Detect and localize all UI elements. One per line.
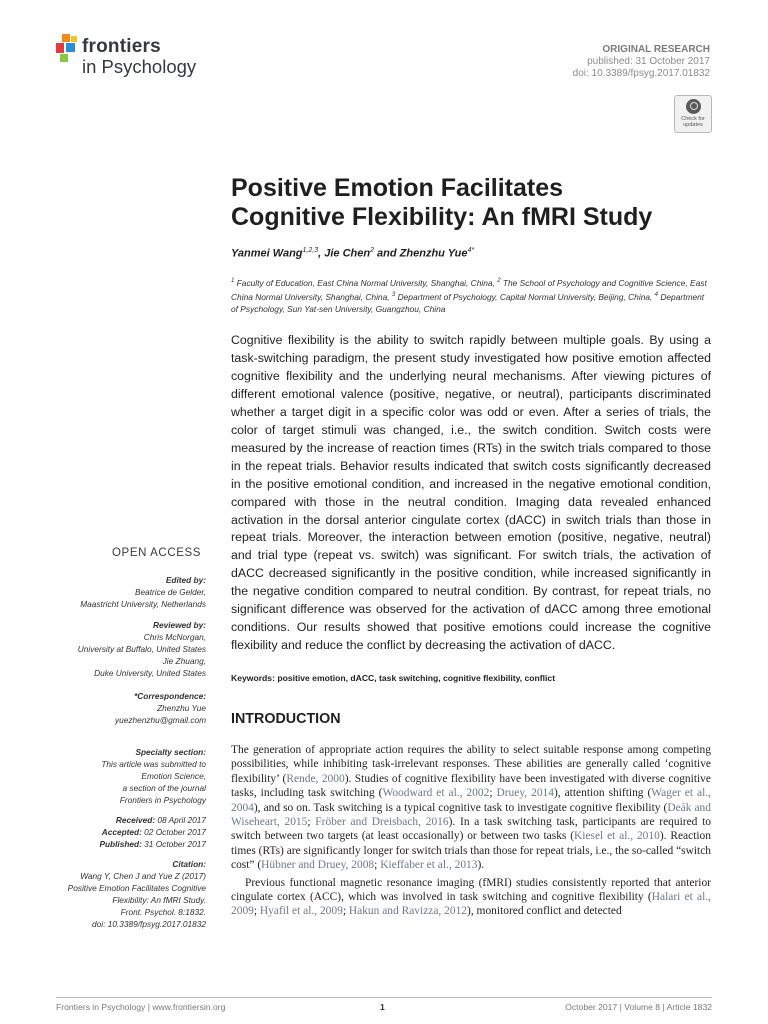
published-date: published: 31 October 2017 [587,56,710,67]
author-affiliation-marker: 4* [467,247,475,254]
author-name: Jie Chen [324,247,371,260]
edited-by-label: Edited by: [165,575,206,585]
citation-link[interactable]: Woodward et al., 2002 [382,787,490,800]
journal-name-line2: in Psychology [82,56,197,77]
affiliation-marker: 4 [654,291,659,298]
specialty-line: a section of the journal [122,782,206,793]
doi: doi: 10.3389/fpsyg.2017.01832 [572,68,710,79]
check-for-updates-badge[interactable] [674,95,712,133]
article-type: ORIGINAL RESEARCH [602,44,710,55]
affiliation-marker: 1 [231,278,235,284]
author-affiliation-marker: 2 [370,247,374,254]
affiliation-marker: 2 [497,278,501,284]
citation-link[interactable]: Rende, 2000 [286,772,345,785]
citation-link[interactable]: Kieffaber et al., 2013 [380,859,478,872]
citation-line: Wang Y, Chen J and Yue Z (2017) [80,870,206,881]
correspondence-email[interactable]: yuezhenzhu@gmail.com [115,714,206,725]
reviewed-by-section [52,620,206,680]
citation-link[interactable]: Druey, 2014 [496,787,554,800]
citation-link[interactable]: Halari et al., 2009 [231,891,712,918]
reviewer-name: Chris McNorgan, [143,631,206,642]
specialty-line: Frontiers in Psychology [119,794,206,805]
author-name: Yanmei Wang [231,247,303,260]
check-updates-label: Check for updates [681,116,705,128]
citation-link[interactable]: Deák and Wiseheart, 2015 [231,801,711,829]
affiliation-marker: 3 [391,291,396,298]
author-affiliation-marker: 1,2,3 [302,247,319,254]
affiliation-text: Department of Psychology, Sun Yat-sen University, Guangzhou, China [231,291,705,314]
specialty-section [52,747,206,807]
citation-label: Citation: [172,859,206,869]
article-title [231,174,711,232]
citation-link[interactable]: Kiesel et al., 2010 [574,830,660,843]
footer-divider [56,997,712,998]
author-list: Yanmei Wang$^{1,2,3}$, Jie Chen$^2$ and Zhenzhu Yue$^{4*}$ [231,247,475,260]
correspondence-label: *Correspondence: [134,691,206,701]
journal-logo [56,34,216,82]
footer-volume: October 2017 | Volume 8 | Article 1832 [565,1002,712,1012]
affiliations [231,275,711,315]
check-updates-icon [686,99,701,114]
citation-line: doi: 10.3389/fpsyg.2017.01832 [92,918,206,929]
affiliation-text: The School of Psychology and Cognitive Science, East China Normal University, Shanghai, China, [231,277,707,302]
edited-by-section [52,575,206,611]
footer-journal: Frontiers in Psychology | www.frontiersin.org [56,1002,226,1012]
correspondence-name: Zhenzhu Yue [157,702,206,713]
reviewer-name: Jie Zhuang, [162,655,206,666]
reviewed-by-label: Reviewed by: [152,620,206,630]
citation-line: Positive Emotion Facilitates Cognitive [67,882,206,893]
reviewer-affiliation: University at Buffalo, United States [77,643,206,654]
citation-link[interactable]: Wager et al., 2004 [231,787,711,814]
citation-line: Flexibility: An fMRI Study. [112,894,206,905]
affiliation-text: Faculty of Education, East China Normal University, Shanghai, China, [234,277,498,288]
citation-link[interactable]: Fröber and Dreisbach, 2016 [315,816,449,829]
published-date-side: Published: 31 October 2017 [99,838,206,849]
accepted-date: Accepted: 02 October 2017 [101,826,206,837]
specialty-line: This article was submitted to [101,758,206,769]
page-number: 1 [380,1002,385,1012]
introduction-paragraph-2: Previous functional magnetic resonance imaging (fMRI) studies consistently reported that anterior cingulate cortex (ACC), which was involved in task switching and cognitive flexibility (Halari et al., 2009; Hyafil et al., 2009; Hakun and Ravizza, 2012), monitored conflict and detected [231,876,712,918]
specialty-line: Emotion Science, [141,770,206,781]
citation-link[interactable]: Hakun and Ravizza, 2012 [348,905,468,918]
introduction-heading: INTRODUCTION [231,711,341,727]
correspondence-section [52,691,206,727]
title-line-1: Positive Emotion Facilitates [231,174,564,202]
citation-link[interactable]: Hübner and Druey, 2008 [261,859,375,872]
author-name: Zhenzhu Yue [399,247,468,260]
dates-section [52,815,206,851]
title-line-2: Cognitive Flexibility: An fMRI Study [231,203,653,231]
citation-line: Front. Psychol. 8:1832. [120,906,206,917]
frontiers-logo-icon [56,34,80,62]
abstract: Cognitive flexibility is the ability to switch rapidly between multiple goals. By using a task-switching paradigm, the present study investigated how positive emotion affected cognitive flexibility and the underlying neural mechanisms. After viewing pictures of different emotional valence (positive, negative, or neutral), participants discriminated whether a target digit in a specific color was odd or even. After a series of trials, the color of target stimuli was changed, i.e., the switch condition. Switch costs were measured by the increase of reaction times (RTs) in the switch trials compared to those in the repeat trials. Behavior results indicated that switch costs significantly decreased in the positive emotional condition, and increased in the negative emotional condition, compared with those in the neutral condition. Imaging data revealed enhanced activation in the dorsal anterior cingulate cortex (dACC) in switch trials than those in repeat trials. Moreover, the interaction between emotion (positive, negative, neutral) and trial type (repeat vs. switch) was significant. For switch trials, the activation of dACC decreased significantly in the positive condition, while increased significantly in the negative condition compared to neutral condition. By contrast, for repeat trials, no significant difference was observed for the activation of dACC among three emotional conditions. Our results showed that positive emotions could increase the cognitive flexibility and reduce the conflict by decreasing the activation of dACC. [231,333,711,653]
reviewer-affiliation: Duke University, United States [94,667,206,678]
article-header-meta [573,44,710,80]
keywords: Keywords: positive emotion, dACC, task switching, cognitive flexibility, conflict [231,673,556,683]
citation-section [52,859,206,930]
specialty-label: Specialty section: [135,747,206,757]
citation-link[interactable]: Hyafil et al., 2009 [259,905,343,918]
editor-affiliation: Maastricht University, Netherlands [80,598,206,609]
affiliation-text: Department of Psychology, Capital Normal University, Beijing, China, [395,291,655,302]
journal-name-line1: frontiers [82,36,161,57]
received-date: Received: 08 April 2017 [115,815,206,825]
open-access-label: OPEN ACCESS [112,547,202,559]
introduction-body [231,743,711,919]
introduction-paragraph-1: The generation of appropriate action requires the ability to select suitable response among competing possibilities, while inhibiting task-irrelevant responses. These abilities are generally called ‘cognitive flexibility’ (Rende, 2000). Studies of cognitive flexibility have been investigated with diverse cognitive tasks, including task switching (Woodward et al., 2002; Druey, 2014), attention shifting (Wager et al., 2004), and so on. Task switching is a typical cognitive task to investigate cognitive flexibility (Deák and Wiseheart, 2015; Fröber and Dreisbach, 2016). In a task switching task, participants are required to switch between two targets (at least occasionally) or between two tasks (Kiesel et al., 2010). Reaction times (RTs) are significantly longer for switch trials than those for repeat trials, i.e., the so-called “switch cost” (Hübner and Druey, 2008; Kieffaber et al., 2013). [231,744,712,872]
editor-name: Beatrice de Gelder, [134,586,206,597]
